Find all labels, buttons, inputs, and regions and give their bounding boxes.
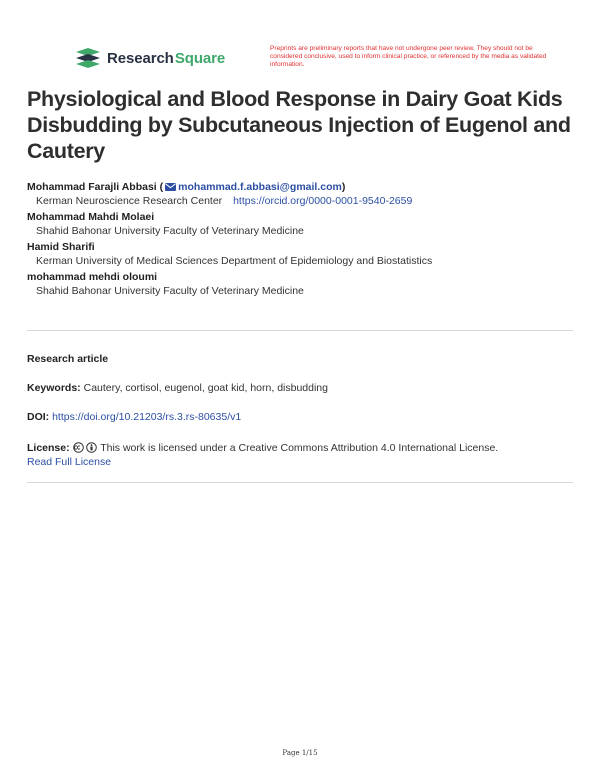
author-affiliation: Kerman University of Medical Sciences Department of Epidemiology and Biostatistics: [36, 255, 433, 267]
author-4: [27, 271, 572, 298]
read-full-license-link[interactable]: Read Full License: [27, 456, 112, 468]
doi: [27, 410, 573, 424]
logo-wordmark: [107, 50, 225, 67]
author-affiliation: Shahid Bahonar University Faculty of Veterinary Medicine: [36, 285, 304, 297]
author-name: Hamid Sharifi: [27, 241, 95, 253]
author-2: [27, 211, 572, 238]
creative-commons-icon: [73, 442, 84, 453]
author-email-link[interactable]: mohammad.f.abbasi@gmail.com: [178, 181, 342, 193]
logo-word-square: Square: [174, 49, 226, 67]
attribution-icon: [86, 442, 97, 453]
research-square-logo[interactable]: [75, 48, 225, 68]
divider: [27, 482, 573, 483]
envelope-icon: [165, 183, 176, 191]
page-number: Page 1/15: [282, 749, 318, 757]
preprint-notice: Preprints are preliminary reports that have not undergone peer review. They should not be considered conclusive, used to inform clinical practice, or referenced by the media as validated information.: [270, 45, 547, 68]
license-label: License:: [27, 442, 70, 454]
doi-link[interactable]: https://doi.org/10.21203/rs.3.rs-80635/v1: [52, 411, 242, 423]
author-1: Mohammad Farajli Abbasi ( mohammad.f.abbasi@gmail.com) Kerman Neuroscience Research Center https://orcid.org/0000-0001-9540-2659: [27, 181, 413, 207]
logo-word-research: Research: [107, 49, 174, 67]
keywords-label: Keywords:: [27, 382, 81, 394]
paper-title: Physiological and Blood Response in Dairy Goat Kids Disbudding by Subcutaneous Injection of Eugenol and Cautery: [27, 87, 571, 163]
author-list: [27, 181, 572, 301]
orcid-link[interactable]: https://orcid.org/0000-0001-9540-2659: [233, 195, 413, 207]
author-3: [27, 241, 572, 268]
author-name: Mohammad Mahdi Molaei: [27, 211, 155, 223]
author-name: Mohammad Farajli Abbasi: [27, 181, 157, 193]
author-affiliation: Kerman Neuroscience Research Center: [36, 195, 223, 207]
article-type: Research article: [27, 353, 109, 365]
license: [27, 441, 573, 469]
author-name: mohammad mehdi oloumi: [27, 271, 158, 283]
keywords-value: Cautery, cortisol, eugenol, goat kid, horn, disbudding: [83, 382, 328, 394]
author-affiliation: Shahid Bahonar University Faculty of Veterinary Medicine: [36, 225, 304, 237]
keywords: [27, 381, 573, 395]
license-text: This work is licensed under a Creative Commons Attribution 4.0 International License.: [100, 442, 499, 454]
research-square-logo-icon: [75, 48, 101, 68]
doi-label: DOI:: [27, 411, 50, 423]
divider: [27, 330, 573, 331]
